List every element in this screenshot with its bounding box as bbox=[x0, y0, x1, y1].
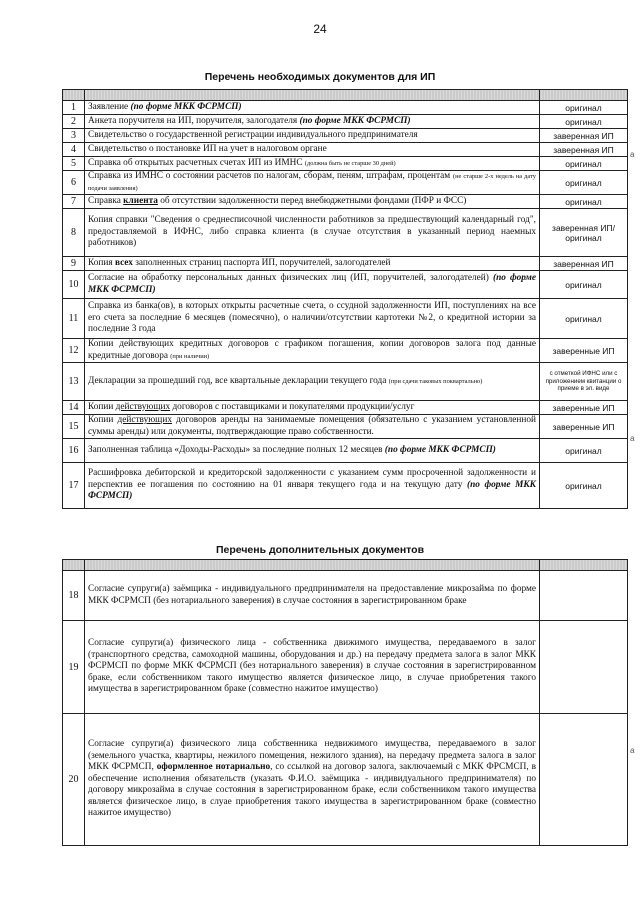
row-text-fragment: (при сдачи таковых поквартально) bbox=[388, 377, 483, 385]
row-text-fragment: (по форме МКК ФСРМСП) bbox=[88, 479, 536, 502]
row-text-fragment: (по форме МКК ФСРМСП) bbox=[384, 444, 496, 455]
row-description bbox=[85, 195, 540, 209]
row-text-fragment: Согласие супруги(а) физического лица - собственника движимого имущества, передаваемого в залог (транспортного средства, самоходной машины, оборудования и др.) на передачу предмета залога в залог МКК ФСРМСП по форме МКК ФСРМСП (без нотариального заверения) в случае состояния в зарегистрированном браке, если собственником такого имущество является физическое лицо, в случае приобретения такого имущества в зарегистрированном браке (совместно нажитое имущество) bbox=[88, 638, 536, 695]
table-row bbox=[63, 101, 628, 115]
table-row bbox=[63, 415, 628, 439]
row-description bbox=[85, 621, 540, 714]
margin-mark: a bbox=[630, 150, 635, 159]
row-text-fragment: Копии действующих кредитных договоров с графиком погашения, копии договоров залога под данные кредитные договора bbox=[88, 339, 536, 361]
row-text-fragment: Копия bbox=[88, 257, 115, 268]
table-row bbox=[63, 129, 628, 143]
row-text-fragment: Согласие супруги(а) заёмщика - индивидуального предпринимателя на предоставление микрозайма по форме МКК ФСРМСП (без нотариального заверения) в случае состояния в зарегистрированном браке bbox=[88, 584, 536, 606]
required-documents-heading: Перечень необходимых документов для ИП bbox=[204, 71, 436, 83]
table-row bbox=[63, 209, 628, 257]
row-number: 14 bbox=[63, 401, 85, 415]
row-text-fragment: об отсутствии задолженности перед внебюджетными фондами (ПФР и ФСС) bbox=[157, 195, 467, 206]
row-status: с отметкой ИФНС или с приложением квитанции о приеме в эл. виде bbox=[540, 363, 628, 401]
row-number: 19 bbox=[63, 621, 85, 714]
row-status: заверенная ИП/ оригинал bbox=[540, 209, 628, 257]
row-description bbox=[85, 401, 540, 415]
row-text-fragment: Копия справки "Сведения о среднесписочной численности работников за предшествующий календарный год", предоставляемой в ИФНС, либо справка клиента (в случае отсутствия в указанный период наемных работников) bbox=[88, 215, 536, 249]
row-status: оригинал bbox=[540, 171, 628, 195]
row-number: 18 bbox=[63, 571, 85, 621]
row-text-fragment: Свидетельство о постановке ИП на учет в налоговом органе bbox=[88, 143, 327, 154]
row-description bbox=[85, 363, 540, 401]
margin-mark: a bbox=[630, 746, 635, 755]
table-row bbox=[63, 714, 628, 846]
row-description bbox=[85, 463, 540, 509]
row-description bbox=[85, 299, 540, 339]
row-text-fragment: (по форме МКК ФСРМСП) bbox=[130, 101, 242, 112]
table-row bbox=[63, 299, 628, 339]
row-status: оригинал bbox=[540, 299, 628, 339]
row-text-fragment: действующих bbox=[115, 401, 171, 412]
table-row bbox=[63, 339, 628, 363]
margin-mark: a bbox=[630, 434, 635, 443]
table-header-band bbox=[63, 560, 628, 571]
row-text-fragment: Копии bbox=[88, 401, 116, 412]
row-number: 3 bbox=[63, 129, 85, 143]
row-description bbox=[85, 714, 540, 846]
table-row bbox=[63, 257, 628, 271]
row-status-empty bbox=[540, 571, 628, 621]
row-status: оригинал bbox=[540, 439, 628, 463]
row-text-fragment: Справка из ИМНС о состоянии расчетов по налогам, сборам, пеням, штрафам, процентам bbox=[88, 171, 453, 181]
row-description bbox=[85, 439, 540, 463]
table-row bbox=[63, 621, 628, 714]
row-text-fragment: Расшифровка дебиторской и кредиторской задолженности с указанием сумм просроченной задолженности и перспектив ее погашения по состоянию на 01 января текущего года и на текущую дату bbox=[88, 468, 536, 490]
table-row bbox=[63, 463, 628, 509]
row-text-fragment: договоров с поставщиками и покупателями продукции/услуг bbox=[170, 401, 415, 412]
row-text-fragment: (по форме МКК ФСРМСП) bbox=[88, 273, 536, 295]
row-number: 20 bbox=[63, 714, 85, 846]
row-status: заверенные ИП bbox=[540, 401, 628, 415]
row-number: 12 bbox=[63, 339, 85, 363]
table-row bbox=[63, 439, 628, 463]
row-description bbox=[85, 571, 540, 621]
row-number: 13 bbox=[63, 363, 85, 401]
row-description bbox=[85, 157, 540, 171]
row-text-fragment: (при наличии) bbox=[170, 352, 210, 360]
table-row bbox=[63, 401, 628, 415]
table-row bbox=[63, 195, 628, 209]
table-row bbox=[63, 571, 628, 621]
row-description bbox=[85, 339, 540, 363]
row-text-fragment: Согласие на обработку персональных данных физических лиц (ИП, поручителей, залогодателей) bbox=[88, 273, 493, 283]
row-text-fragment: Декларации за прошедший год, все квартальные декларации текущего года bbox=[88, 375, 389, 386]
row-text-fragment: всех bbox=[114, 257, 133, 268]
row-number: 2 bbox=[63, 115, 85, 129]
row-text-fragment: Справка об открытых расчетных счетах ИП из ИМНС bbox=[88, 157, 305, 168]
additional-documents-heading: Перечень дополнительных документов bbox=[215, 544, 425, 556]
row-status: заверенные ИП bbox=[540, 339, 628, 363]
table-row bbox=[63, 271, 628, 299]
row-text-fragment: (должна быть не старше 30 дней) bbox=[304, 159, 396, 167]
row-status: оригинал bbox=[540, 195, 628, 209]
page-number: 24 bbox=[313, 22, 327, 36]
row-description bbox=[85, 115, 540, 129]
row-number: 4 bbox=[63, 143, 85, 157]
row-status: заверенные ИП bbox=[540, 415, 628, 439]
row-number: 1 bbox=[63, 101, 85, 115]
row-description bbox=[85, 271, 540, 299]
row-description bbox=[85, 143, 540, 157]
row-number: 16 bbox=[63, 439, 85, 463]
table-row bbox=[63, 157, 628, 171]
row-text-fragment: Заполненная таблица «Доходы-Расходы» за последние полных 12 месяцев bbox=[88, 444, 385, 455]
row-text-fragment: договоров аренды на занимаемые помещения (обязательно с указанием установленной суммы аренды) или документы, подтверждающие право собственности. bbox=[88, 415, 536, 437]
row-status: оригинал bbox=[540, 463, 628, 509]
row-number: 6 bbox=[63, 171, 85, 195]
row-number: 5 bbox=[63, 157, 85, 171]
row-number: 10 bbox=[63, 271, 85, 299]
row-text-fragment: Справка bbox=[88, 195, 124, 206]
row-text-fragment: , со ссылкой на договор залога, заключаемый с МКК ФРСМСП, в обеспечение исполнения обязательств (указать Ф.И.О. заёмщика - индивидуального предпринимателя) по договору микрозайма в случае состояния в зарегистрированном браке, если собственником такого имущества является физическое лицо, в слуае приобретения такого имущества в зарегистрированном браке (совместно нажитое имущество) bbox=[88, 762, 536, 819]
row-status-empty bbox=[540, 621, 628, 714]
row-status: оригинал bbox=[540, 157, 628, 171]
required-documents-table bbox=[62, 89, 628, 509]
row-status-empty bbox=[540, 714, 628, 846]
row-description bbox=[85, 415, 540, 439]
row-text-fragment: Копии bbox=[88, 415, 118, 425]
row-number: 17 bbox=[63, 463, 85, 509]
additional-documents-table bbox=[62, 559, 628, 846]
row-text-fragment: Справка из банка(ов), в которых открыты расчетные счета, о ссудной задолженности ИП, поступлениях на все его счета за последние 6 месяцев (помесячно), о наличии/отсутствии картотеки №2, о кредитной истории за последние 3 года bbox=[88, 301, 536, 335]
row-status: заверенная ИП bbox=[540, 129, 628, 143]
row-number: 7 bbox=[63, 195, 85, 209]
row-text-fragment: Заявление bbox=[88, 101, 131, 112]
row-number: 15 bbox=[63, 415, 85, 439]
row-description bbox=[85, 129, 540, 143]
table-row bbox=[63, 115, 628, 129]
table-row bbox=[63, 143, 628, 157]
row-text-fragment: оформленное нотариально bbox=[156, 762, 271, 773]
row-number: 11 bbox=[63, 299, 85, 339]
row-text-fragment: (по форме МКК ФСРМСП) bbox=[299, 115, 411, 126]
row-status: заверенная ИП bbox=[540, 257, 628, 271]
table-row bbox=[63, 363, 628, 401]
row-description bbox=[85, 171, 540, 195]
row-status: оригинал bbox=[540, 115, 628, 129]
row-description bbox=[85, 209, 540, 257]
row-text-fragment: действующих bbox=[117, 415, 172, 425]
row-status: заверенная ИП bbox=[540, 143, 628, 157]
row-text-fragment: Анкета поручителя на ИП, поручителя, залогодателя bbox=[88, 115, 300, 126]
row-text-fragment: (не старше 2-х недель на дату подачи заявления) bbox=[88, 173, 537, 192]
row-description bbox=[85, 101, 540, 115]
table-row bbox=[63, 171, 628, 195]
row-text-fragment: Согласие супруги(а) физического лица собственника недвижимого имущества, передаваемого в залог (земельного участка, квартиры, нежилого помещения, нежилого здания), на передачу предмета залога в залог МКК ФСРМСП, bbox=[88, 739, 536, 773]
row-number: 9 bbox=[63, 257, 85, 271]
row-status: оригинал bbox=[540, 101, 628, 115]
row-text-fragment: клиента bbox=[123, 195, 158, 206]
row-description bbox=[85, 257, 540, 271]
table-header-band bbox=[63, 90, 628, 101]
row-number: 8 bbox=[63, 209, 85, 257]
row-text-fragment: Свидетельство о государственной регистрации индивидуального предпринимателя bbox=[88, 129, 418, 140]
row-status: оригинал bbox=[540, 271, 628, 299]
row-text-fragment: заполненных страниц паспорта ИП, поручителей, залогодателей bbox=[132, 257, 391, 268]
